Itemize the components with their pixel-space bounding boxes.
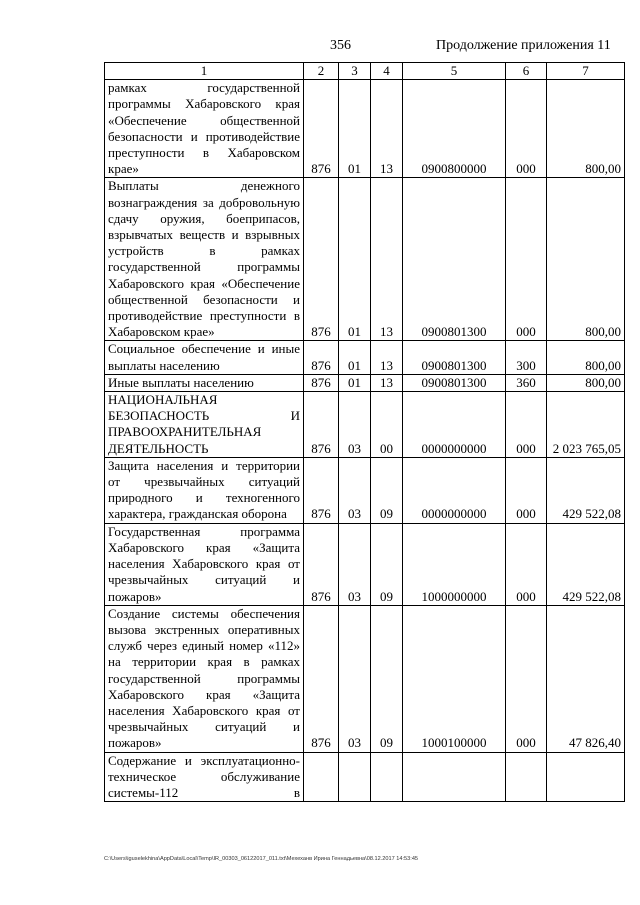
cell-section: 03	[339, 392, 371, 458]
cell-amount: 429 522,08	[547, 523, 625, 605]
cell-section: 01	[339, 341, 371, 374]
cell-expense-type: 360	[506, 374, 547, 391]
table-row	[105, 80, 625, 178]
table-row	[105, 341, 625, 374]
cell-section: 03	[339, 523, 371, 605]
column-header: 6	[506, 63, 547, 80]
cell-section	[339, 752, 371, 802]
cell-grbs: 876	[304, 457, 339, 523]
cell-section: 01	[339, 178, 371, 341]
table-row	[105, 392, 625, 458]
cell-grbs: 876	[304, 605, 339, 752]
cell-amount: 800,00	[547, 341, 625, 374]
cell-subsection: 13	[371, 374, 403, 391]
cell-target-code: 0000000000	[403, 457, 506, 523]
cell-grbs	[304, 752, 339, 802]
cell-expense-type: 000	[506, 523, 547, 605]
cell-subsection: 13	[371, 80, 403, 178]
column-header: 4	[371, 63, 403, 80]
table-row	[105, 374, 625, 391]
row-name: Защита населения и территории от чрезвычайных ситуаций природного и техногенного характера, гражданская оборона	[105, 457, 304, 523]
cell-expense-type: 000	[506, 457, 547, 523]
cell-amount: 429 522,08	[547, 457, 625, 523]
table-row	[105, 752, 625, 802]
cell-target-code: 0900800000	[403, 80, 506, 178]
row-name: Социальное обеспечение и иные выплаты населению	[105, 341, 304, 374]
cell-subsection: 09	[371, 523, 403, 605]
cell-grbs: 876	[304, 523, 339, 605]
cell-amount: 2 023 765,05	[547, 392, 625, 458]
cell-grbs: 876	[304, 374, 339, 391]
cell-subsection: 00	[371, 392, 403, 458]
column-header: 3	[339, 63, 371, 80]
cell-amount: 800,00	[547, 178, 625, 341]
table-row	[105, 605, 625, 752]
cell-target-code: 0900801300	[403, 178, 506, 341]
cell-subsection: 09	[371, 457, 403, 523]
row-name: НАЦИОНАЛЬНАЯ БЕЗОПАСНОСТЬ И ПРАВООХРАНИТЕЛЬНАЯ ДЕЯТЕЛЬНОСТЬ	[105, 392, 304, 458]
row-name: Государственная программа Хабаровского края «Защита населения Хабаровского края от чрезвычайных ситуаций и пожаров»	[105, 523, 304, 605]
row-name: Выплаты денежного вознаграждения за добровольную сдачу оружия, боеприпасов, взрывчатых веществ и взрывных устройств в рамках государственной программы Хабаровского края «Обеспечение общественной безопасности и противодействие преступности в Хабаровском крае»	[105, 178, 304, 341]
table-row	[105, 523, 625, 605]
cell-target-code	[403, 752, 506, 802]
cell-expense-type: 300	[506, 341, 547, 374]
cell-expense-type	[506, 752, 547, 802]
cell-subsection: 13	[371, 341, 403, 374]
row-name: Содержание и эксплуатационно-техническое обслуживание системы-112 в	[105, 752, 304, 802]
cell-expense-type: 000	[506, 80, 547, 178]
cell-expense-type: 000	[506, 178, 547, 341]
column-header: 5	[403, 63, 506, 80]
cell-amount: 47 826,40	[547, 605, 625, 752]
cell-amount: 800,00	[547, 80, 625, 178]
row-name: рамках государственной программы Хабаровского края «Обеспечение общественной безопасности и противодействие преступности в Хабаровском крае»	[105, 80, 304, 178]
page-number: 356	[330, 38, 351, 53]
cell-target-code: 1000100000	[403, 605, 506, 752]
cell-section: 01	[339, 80, 371, 178]
cell-grbs: 876	[304, 178, 339, 341]
cell-section: 03	[339, 605, 371, 752]
cell-section: 01	[339, 374, 371, 391]
cell-amount: 800,00	[547, 374, 625, 391]
cell-grbs: 876	[304, 80, 339, 178]
cell-subsection: 13	[371, 178, 403, 341]
column-header: 1	[105, 63, 304, 80]
file-path-footer: C:\Users\iguselekhina\AppData\Local\Temp\IR_00303_06122017_011.txt\Мехеханв Ирина Геннадьевна\08.12.2017 14:53:45	[104, 856, 419, 862]
row-name: Иные выплаты населению	[105, 374, 304, 391]
column-header: 2	[304, 63, 339, 80]
cell-subsection	[371, 752, 403, 802]
continuation-note: Продолжение приложения 11	[436, 38, 611, 53]
cell-grbs: 876	[304, 341, 339, 374]
cell-target-code: 0000000000	[403, 392, 506, 458]
cell-target-code: 0900801300	[403, 341, 506, 374]
cell-subsection: 09	[371, 605, 403, 752]
cell-target-code: 1000000000	[403, 523, 506, 605]
cell-expense-type: 000	[506, 605, 547, 752]
table-row	[105, 178, 625, 341]
table-header-row	[105, 63, 625, 80]
cell-grbs: 876	[304, 392, 339, 458]
column-header: 7	[547, 63, 625, 80]
cell-section: 03	[339, 457, 371, 523]
cell-amount	[547, 752, 625, 802]
budget-table	[104, 62, 625, 802]
table-row	[105, 457, 625, 523]
row-name: Создание системы обеспечения вызова экстренных оперативных служб через единый номер «112» на территории края в рамках государственной программы Хабаровского края «Защита населения Хабаровского края от чрезвычайных ситуаций и пожаров»	[105, 605, 304, 752]
cell-target-code: 0900801300	[403, 374, 506, 391]
cell-expense-type: 000	[506, 392, 547, 458]
